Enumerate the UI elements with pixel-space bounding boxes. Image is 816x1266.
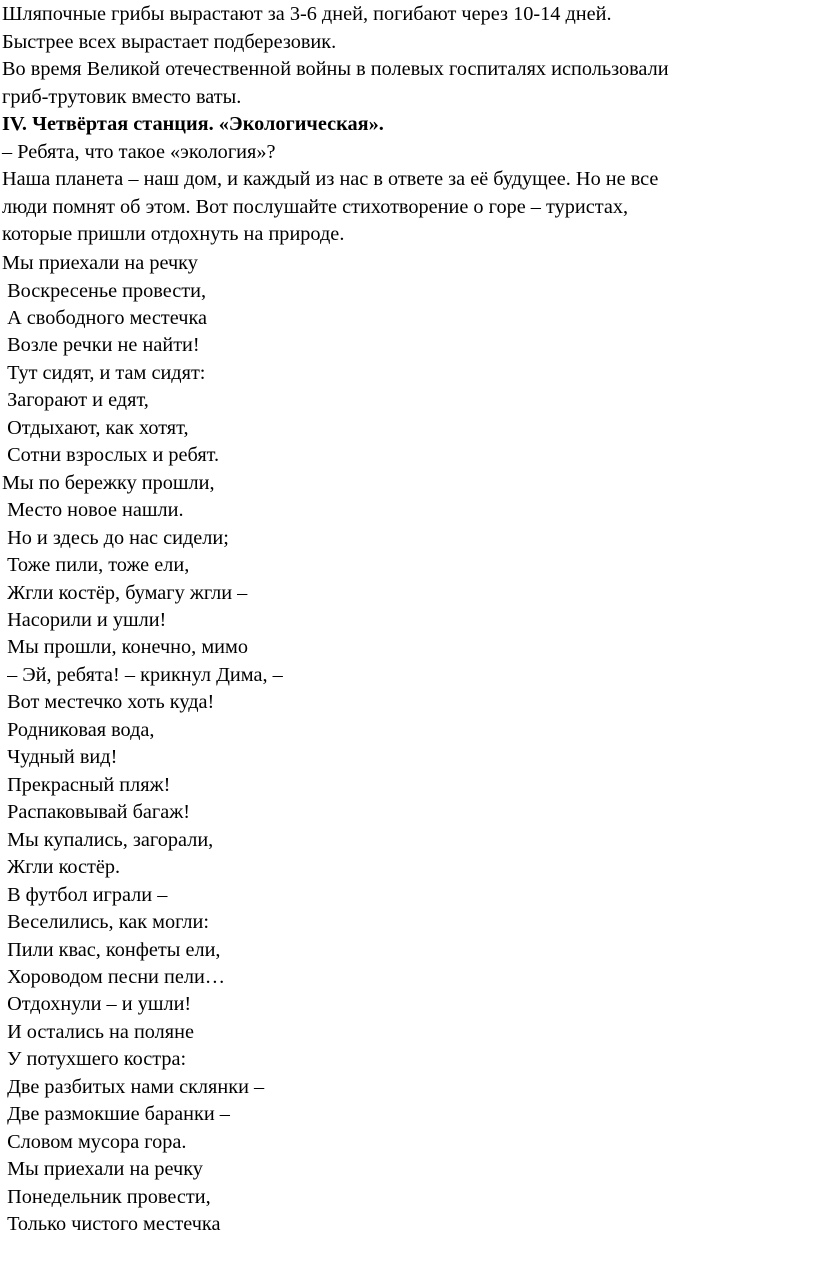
poem-line: Сотни взрослых и ребят. — [2, 444, 220, 467]
poem-line: Воскресенье провести, — [2, 279, 207, 302]
poem-line: Загорают и едят, — [2, 389, 149, 412]
poem-line: Отдохнули – и ушли! — [2, 993, 192, 1016]
poem-line: Возле речки не найти! — [2, 334, 200, 357]
poem-line: Вот местечко хоть куда! — [2, 691, 215, 714]
poem-line: Чудный вид! — [2, 746, 118, 769]
paragraph-line: гриб-трутовик вместо ваты. — [2, 86, 242, 108]
question-line: – Ребята, что такое «экология»? — [2, 141, 276, 163]
poem-line: Распаковывай багаж! — [2, 801, 191, 824]
poem-line: Жгли костёр. — [2, 856, 121, 879]
poem-line: Отдыхают, как хотят, — [2, 416, 189, 439]
poem-line: Понедельник провести, — [2, 1185, 211, 1208]
poem-line: Только чистого местечка — [2, 1213, 221, 1236]
poem-line: Родниковая вода, — [2, 718, 155, 741]
poem-line: Две разбитых нами склянки – — [2, 1075, 265, 1098]
poem-line: Жгли костёр, бумагу жгли – — [2, 581, 248, 604]
paragraph-line: Во время Великой отечественной войны в полевых госпиталях использовали — [2, 58, 669, 80]
poem-line: Пили квас, конфеты ели, — [2, 938, 221, 961]
poem-line: Насорили и ушли! — [2, 609, 167, 631]
poem-line: Тоже пили, тоже ели, — [2, 554, 190, 577]
poem-line: Мы по бережку прошли, — [2, 471, 215, 494]
intro-line: люди помнят об этом. Вот послушайте стихотворение о горе – туристах, — [2, 196, 629, 218]
poem-line: В футбол играли – — [2, 883, 168, 906]
poem-line: Мы приехали на речку — [2, 1158, 203, 1181]
intro-line: Наша планета – наш дом, и каждый из нас в ответе за её будущее. Но не все — [2, 168, 659, 190]
poem-line: – Эй, ребята! – крикнул Дима, – — [2, 663, 283, 686]
poem-line: Место новое нашли. — [2, 499, 184, 522]
poem-line: Прекрасный пляж! — [2, 773, 171, 796]
poem-line: Веселились, как могли: — [2, 911, 210, 933]
poem-line: Две размокшие баранки – — [2, 1103, 230, 1126]
poem-line: Мы приехали на речку — [2, 252, 198, 274]
poem-line: У потухшего костра: — [2, 1048, 187, 1071]
poem-line: Словом мусора гора. — [2, 1130, 187, 1153]
poem-line: И остались на поляне — [2, 1020, 194, 1043]
intro-line: которые пришли отдохнуть на природе. — [2, 223, 345, 245]
poem-line: Хороводом песни пели… — [2, 966, 226, 988]
section-heading: IV. Четвёртая станция. «Экологическая». — [2, 113, 384, 135]
paragraph-line: Быстрее всех вырастает подберезовик. — [2, 31, 337, 53]
poem-line: Но и здесь до нас сидели; — [2, 526, 229, 549]
poem-line: Тут сидят, и там сидят: — [2, 361, 206, 384]
poem-line: Мы прошли, конечно, мимо — [2, 636, 248, 659]
paragraph-line: Шляпочные грибы вырастают за 3-6 дней, погибают через 10-14 дней. — [2, 3, 612, 25]
poem-line: А свободного местечка — [2, 306, 208, 329]
poem-line: Мы купались, загорали, — [2, 828, 214, 851]
